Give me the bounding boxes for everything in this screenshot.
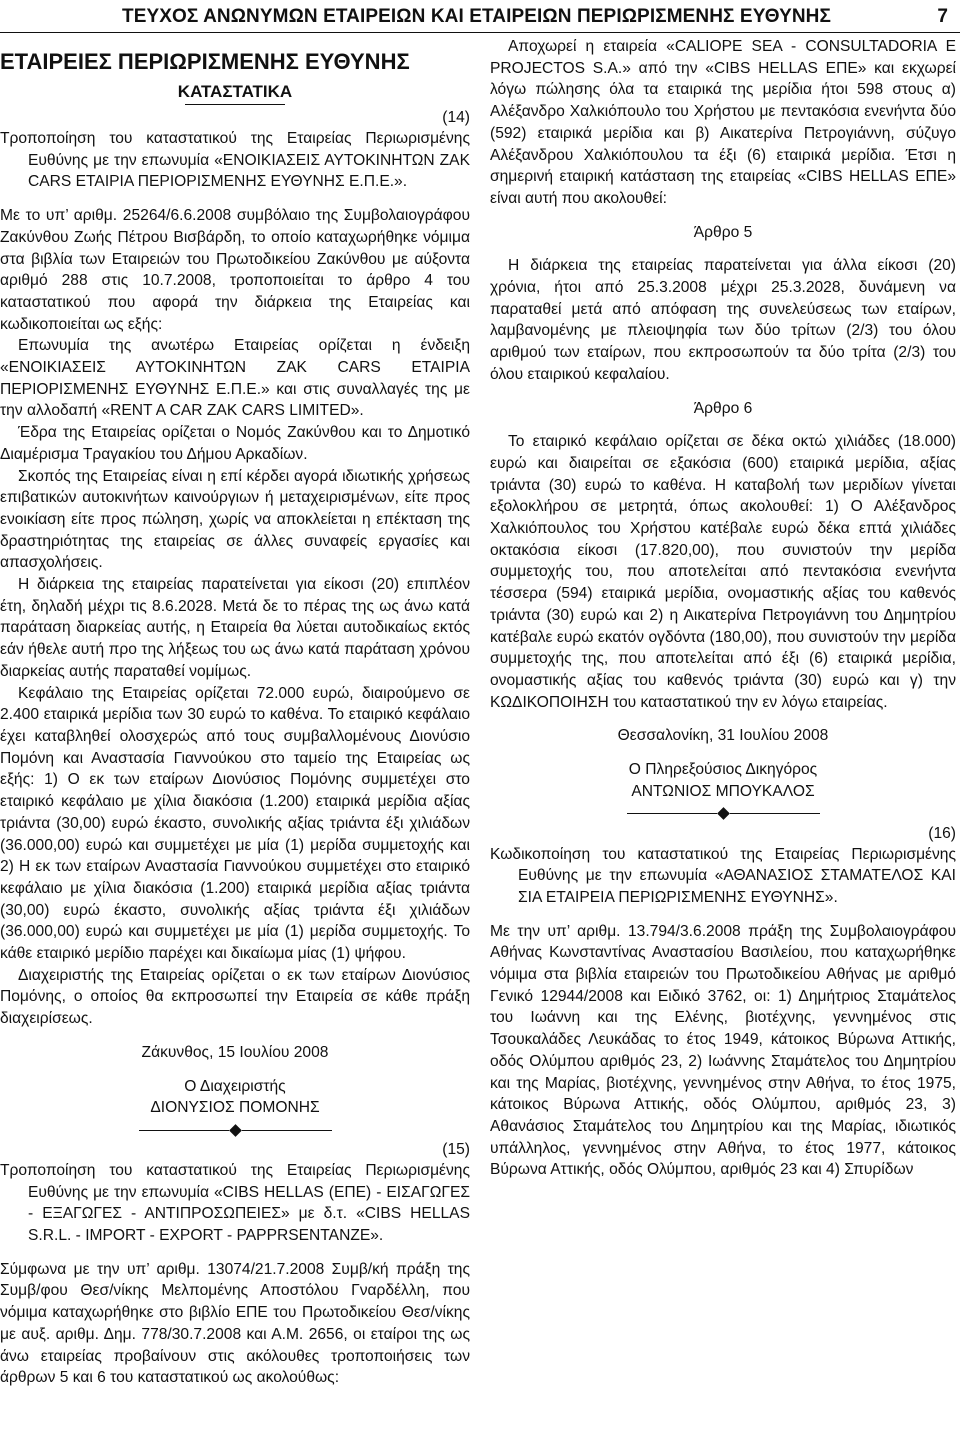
entry-15-signer-name: ΑΝΤΩΝΙΟΣ ΜΠΟΥΚΑΛΟΣ [631, 782, 815, 800]
entry-15-place-date: Θεσσαλονίκη, 31 Ιουλίου 2008 [617, 727, 829, 745]
entry-14-paragraph: Διαχειριστής της Εταιρείας ορίζεται ο εκ των εταίρων Διονύσιος Πομόνης, ο οποίος θα εκπροσωπεί την Εταιρεία σε κάθε πράξη διαχειρίσεως. [0, 966, 470, 1028]
spacer [490, 243, 956, 255]
spacer [0, 1064, 470, 1076]
spacer [490, 419, 956, 431]
separator-ornament [490, 803, 956, 823]
header-rule [0, 32, 960, 33]
spacer [490, 386, 956, 398]
entry-14-paragraph: Κεφάλαιο της Εταιρείας ορίζεται 72.000 ευρώ, διαιρούμενο σε 2.400 εταιρικά μερίδια των 30 ευρώ το καθένα. Το εταιρικό κεφάλαιο έχει καταβληθεί ολοσχερώς από τους συμβαλλομένους Διονύσιο Πομόνη και Αναστασία Γιαννούκου στο ταμείο της Εταιρείας ως εξής: 1) Ο εκ των εταίρων Διονύσιος Πομόνης συμμετέχει στο εταιρικό κεφάλαιο με χίλια διακόσια (1.200) εταιρικά μερίδια αξίας τριάντα (30,00) ευρώ έκαστο, συνολικής αξίας τριάντα έξι χιλιάδων (36.000,00) ευρώ και συμμετέχει με μία (1) μερίδα συμμετοχής και 2) Η εκ των εταίρων Αναστασία Γιαννούκου συμμετέχει στο εταιρικό κεφάλαιο με χίλια διακόσια (1.200) εταιρικά μερίδια αξίας τριάντα (30,00) ευρώ έκαστο, συνολικής αξίας τριάντα έξι χιλιάδων (36.000,00) ευρώ και συμμετέχει με μία (1) μερίδα συμμετοχής. Το κάθε εταιρικό μερίδιο παρέχει και δικαίωμα μίας (1) ψήφου. [0, 684, 470, 963]
section-title: ΕΤΑΙΡΕΙΕΣ ΠΕΡΙΩΡΙΣΜΕΝΗΣ ΕΥΘΥΝΗΣ [0, 49, 410, 74]
entry-14-paragraph: Με το υπ’ αριθμ. 25264/6.6.2008 συμβόλαιο της Συμβολαιογράφου Ζακύνθου Ζωής Πέτρου Βισβάρδη, το οποίο καταχωρήθηκε νόμιμα στα βιβλία των Εταιρειών του Πρωτοδικείου Ζακύνθου με αύξοντα αριθμό 288 στις 10.7.2008, τροποποιείται το άρθρο 4 του καταστατικού που αφορά την διάρκεια της Εταιρείας και κωδικοποιείται ως εξής: [0, 207, 470, 333]
entry-14-number: (14) [442, 109, 470, 126]
page-number: 7 [937, 6, 948, 27]
entry-14-paragraph: Έδρα της Εταιρείας ορίζεται ο Νομός Ζακύνθου και το Δημοτικό Διαμέρισμα Τραγακίου του Δήμου Αρκαδίων. [0, 424, 470, 463]
entry-16-title: Κωδικοποίηση του καταστατικού της Εταιρείας Περιωρισμένης Ευθύνης με την επωνυμία «ΑΘΑΝΑΣΙΟΣ ΣΤΑΜΑΤΕΛΟΣ ΚΑΙ ΣΙΑ ΕΤΑΙΡΕΙΑ ΠΕΡΙΩΡΙΣΜΕΝΗΣ ΕΥΘΥΝΗΣ». [490, 845, 956, 906]
entry-14-signer-role: Ο Διαχειριστής [184, 1077, 286, 1095]
spacer [490, 909, 956, 921]
entry-15-paragraph-2: Αποχωρεί η εταιρεία «CALIOPE SEA - CONSULTADORIA E PROJECTOS S.A.» από την «CIBS HELLAS ΕΠΕ» και εκχωρεί λόγω πώλησης όλα τα εταιρικά της μερίδια ήτοι 598 στους α) Αλέξανδρο Χαλκιόπουλο του Χρήστου με πεντακόσια ενενήντα δύο (592) εταιρικά μερίδια και β) Αικατερίνα Πετρογιάννη, σύζυγο Αλέξανδρου Χαλκιόπουλου τα έξι (6) εταιρικά μερίδια. Έτσι η σημερινή εταιρική κατάσταση της εταιρείας «CIBS HELLAS ΕΠΕ» είναι αυτή που ακολουθεί: [490, 38, 956, 207]
header-title: ΤΕΥΧΟΣ ΑΝΩΝΥΜΩΝ ΕΤΑΙΡΕΙΩΝ ΚΑΙ ΕΤΑΙΡΕΙΩΝ ΠΕΡΙΩΡΙΣΜΕΝΗΣ ΕΥΘΥΝΗΣ [122, 6, 832, 27]
entry-14-title: Τροποποίηση του καταστατικού της Εταιρείας Περιωρισμένης Ευθύνης με την επωνυμία «ΕΝΟΙΚΙΑΣΕΙΣ ΑΥΤΟΚΙΝΗΤΩΝ ΖΑΚ CARS ΕΤΑΙΡΙΑ ΠΕΡΙΟΡΙΣΜΕΝΗΣ ΕΥΘΥΝΗΣ Ε.Π.Ε.». [0, 130, 470, 191]
spacer [0, 193, 470, 205]
spacer [0, 1030, 470, 1042]
entry-15-paragraph-1: Σύμφωνα με την υπ’ αριθμ. 13074/21.7.2008 Συμβ/κή πράξη της Συμβ/φου Θεσ/νίκης Μελπομένης Αποστόλου Γναρδέλλη, που νόμιμα καταχωρήθηκε στο βιβλίο ΕΠΕ του Πρωτοδικείου Θεσ/νίκης με αυξ. αριθμ. Δημ. 778/30.7.2008 και Α.Μ. 2656, οι εταίροι της ως άνω εταιρείας προβαίνουν στις ακόλουθες τροποποιήσεις των άρθρων 5 και 6 του καταστατικού ως ακολούθως: [0, 1260, 470, 1387]
spacer [490, 713, 956, 725]
spacer [490, 210, 956, 222]
article-5-heading: Άρθρο 5 [693, 223, 753, 241]
article-5-text: Η διάρκεια της εταιρείας παρατείνεται για άλλα είκοσι (20) χρόνια, ήτοι από 25.3.2008 μέχρι 25.3.2028, δυνάμενη να παραταθεί μετά από απόφαση της συνελεύσεως των εταίρων, λαμβανομένης με πλειοψηφία των δύο τρίτων (2/3) του όλου αριθμού των εταίρων, που εκπροσωπούν τα δύο τρίτα (2/3) του όλου εταιρικού κεφαλαίου. [490, 257, 956, 383]
subtitle-rule [185, 104, 285, 105]
entry-14-signer-name: ΔΙΟΝΥΣΙΟΣ ΠΟΜΟΝΗΣ [150, 1099, 320, 1117]
entry-16-number: (16) [928, 824, 956, 842]
separator-ornament [0, 1119, 470, 1139]
entry-16-paragraph-1: Με την υπ’ αριθμ. 13.794/3.6.2008 πράξη της Συμβολαιογράφου Αθήνας Κωνσταντίνας Αναστασίου Βασιλείου, που καταχωρήθηκε νόμιμα στα βιβλία εταιρειών του Πρωτοδικείου Αθήνας με αριθμό Γενικό 12944/2008 και Ειδικό 3762, οι: 1) Δημήτριος Σταμάτελος του Ιωάννη και της Ελένης, βιοτέχνης, γεννημένος στις Τσουκαλάδες Λευκάδας το έτος 1949, κάτοικος Βύρωνα Αττικής, οδός Ολύμπου αριθμός 23, 2) Ιωάννης Σταμάτελος του Δημητρίου και της Μαρίας, βιοτέχνης, γεννημένος στην Αθήνα, το έτος 1975, κάτοικος Βύρωνα Αττικής, οδός Ολύμπου, αριθμός 23, 3) Αθανάσιος Σταμάτελος του Δημητρίου και της Μαρίας, ιδιωτικός υπάλληλος, γεννημένος στην Αθήνα, το έτος 1977, κάτοικος Βύρωνα Αττικής, οδός Ολύμπου, αριθμός 23 και 4) Σπυρίδων [490, 922, 956, 1179]
entry-14-paragraph: Η διάρκεια της εταιρείας παρατείνεται για είκοσι (20) επιπλέον έτη, δηλαδή μέχρι τις 8.6.2028. Μετά δε το πέρας της ως άνω κατά παράταση διαρκείας αυτής, η Εταιρεία θα λύεται αυτοδικαίως εκτός εάν ήθελε αυτή προ της λήξεως του ως άνω κατά παράταση χρόνου διαρκείας αυτής παραταθεί νομίμως. [0, 576, 470, 680]
right-column [490, 36, 956, 1181]
page-header [0, 0, 960, 36]
spacer [0, 1247, 470, 1259]
entry-15-number: (15) [442, 1140, 470, 1158]
section-subtitle: ΚΑΤΑΣΤΑΤΙΚΑ [177, 82, 293, 101]
entry-14-paragraph: Σκοπός της Εταιρείας είναι η επί κέρδει αγορά ιδιωτικής χρήσεως επιβατικών αυτοκινήτων καινούργιων ή μεταχειρισμένων, είτε προς ενοικίαση είτε προς πώληση, χωρίς να αποκλείεται η επέκταση της δραστηριότητας της εταιρείας σε άλλες συναφείς εργασίες και απασχολήσεις. [0, 467, 470, 572]
entry-14-paragraph: Επωνυμία της ανωτέρω Εταιρείας ορίζεται η ένδειξη «ΕΝΟΙΚΙΑΣΕΙΣ ΑΥΤΟΚΙΝΗΤΩΝ ΖΑΚ CARS ΕΤΑΙΡΙΑ ΠΕΡΙΟΡΙΣΜΕΝΗΣ ΕΥΘΥΝΗΣ Ε.Π.Ε.» και στις συναλλαγές της με την αλλοδαπή «RENT A CAR ZAK CARS LIMITED». [0, 337, 470, 420]
entry-14-place-date: Ζάκυνθος, 15 Ιουλίου 2008 [141, 1043, 329, 1061]
entry-15-title: Τροποποίηση του καταστατικού της Εταιρείας Περιωρισμένης Ευθύνης με την επωνυμία «CIBS HELLAS (ΕΠΕ) - ΕΙΣΑΓΩΓΕΣ - ΕΞΑΓΩΓΕΣ - ΑΝΤΙΠΡΟΣΩΠΕΙΕΣ» με δ.τ. «CIBS HELLAS S.R.L. - IMPORT - EXPORT - PAPPRSENTANZE». [0, 1161, 470, 1245]
left-column [0, 48, 470, 1389]
article-6-text: Το εταιρικό κεφάλαιο ορίζεται σε δέκα οκτώ χιλιάδες (18.000) ευρώ και διαιρείται σε εξακόσια (600) εταιρικά μερίδια, αξίας τριάντα (30) ευρώ το καθένα. Η καταβολή των μεριδίων γίνεται εξολοκλήρου σε μετρητά, όπως ακολουθεί: 1) Ο Αλέξανδρος Χαλκιόπουλος του Χρήστου κατέβαλε ευρώ δέκα επτά χιλιάδες οκτακόσια είκοσι (17.820,00), που συνιστούν την μερίδα συμμετοχής του, που αποτελείται από πεντακόσια ενενήντα τέσσερα (594) εταιρικά μερίδια, ονομαστικής αξίας του καθενός τριάντα (30) ευρώ και 2) η Αικατερίνα Πετρογιάννη του Δημητρίου κατέβαλε ευρώ εκατόν ογδόντα (180,00), που συνιστούν την μερίδα συμμετοχής της, που αποτελείται από έξι (6) εταιρικά μερίδια, ονομαστικής αξίας του καθενός τριάντα (30) ευρώ και γ) την ΚΩΔΙΚΟΠΟΙΗΣΗ του καταστατικού την εν λόγω εταιρείας. [490, 433, 956, 711]
article-6-heading: Άρθρο 6 [693, 399, 753, 417]
entry-15-signer-role: Ο Πληρεξούσιος Δικηγόρος [628, 761, 818, 779]
spacer [490, 747, 956, 759]
